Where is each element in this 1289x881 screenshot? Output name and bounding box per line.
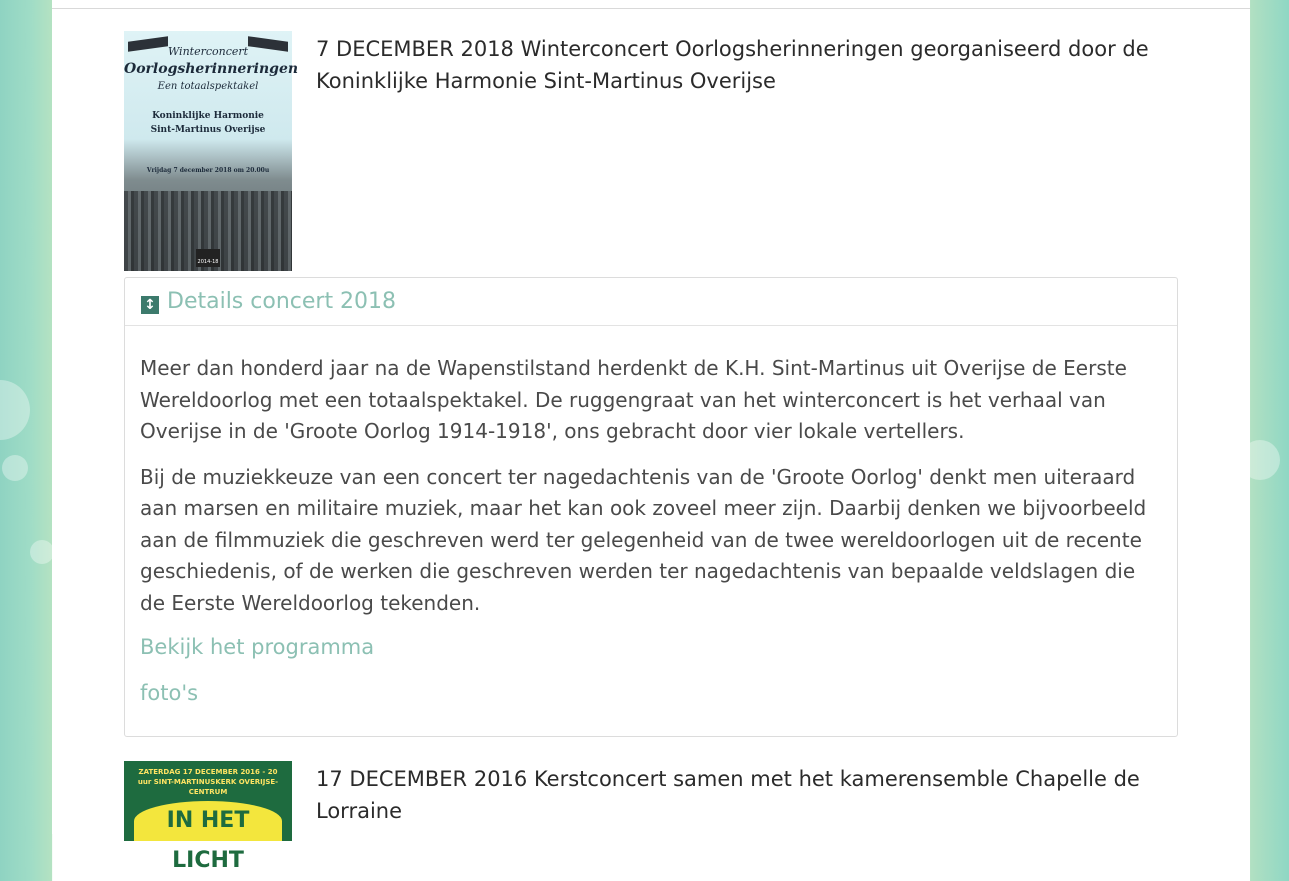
background-bokeh bbox=[30, 540, 54, 564]
poster-org-line1: Koninklijke Harmonie bbox=[152, 111, 264, 121]
poster-top-text: ZATERDAG 17 DECEMBER 2016 - 20 uur SINT-MARTINUSKERK OVERIJSE-CENTRUM bbox=[137, 768, 279, 796]
poster-small-title: Winterconcert bbox=[167, 45, 249, 58]
program-link[interactable]: Bekijk het programma bbox=[140, 635, 375, 659]
details-panel-body bbox=[140, 353, 1160, 707]
poster-org-line2: Sint-Martinus Overijse bbox=[150, 125, 266, 135]
divider bbox=[52, 8, 1250, 9]
background-bokeh bbox=[2, 455, 28, 481]
poster-badge: 2014-18 bbox=[196, 249, 220, 267]
expand-collapse-icon[interactable]: ↕ bbox=[141, 296, 159, 314]
concert-title: 7 DECEMBER 2018 Winterconcert Oorlogsherinneringen georganiseerd door de Koninklijke Harmonie Sint-Martinus Overijse bbox=[316, 37, 1149, 93]
details-paragraph: Meer dan honderd jaar na de Wapenstilstand herdenkt de K.H. Sint-Martinus uit Overijse de Eerste Wereldoorlog met een totaalspektakel. De ruggengraat van het winterconcert is het verhaal van Overijse in de 'Groote Oorlog 1914-1918', ons gebracht door vier lokale vertellers. bbox=[140, 356, 1127, 443]
details-panel bbox=[124, 277, 1178, 737]
details-paragraph: Bij de muziekkeuze van een concert ter nagedachtenis van de 'Groote Oorlog' denkt men uiteraard aan marsen en militaire muziek, maar het kan ook zoveel meer zijn. Daarbij denken we bijvoorbeeld aan de filmmuziek die geschreven werd ter gelegenheid van de twee wereldoorlogen uit de recente geschiedenis, of de werken die geschreven werden ter nagedachtenis van bepaalde veldslagen die de Eerste Wereldoorlog tekenden. bbox=[140, 464, 1147, 615]
poster-headline-shape bbox=[134, 801, 282, 873]
concert-title: 17 DECEMBER 2016 Kerstconcert samen met het kamerensemble Chapelle de Lorraine bbox=[316, 767, 1140, 823]
concert-item bbox=[124, 31, 1178, 736]
photos-link[interactable]: foto's bbox=[140, 681, 199, 705]
concert-poster-image[interactable] bbox=[124, 31, 299, 271]
background-bokeh bbox=[0, 380, 30, 440]
poster-date-line: Vrijdag 7 december 2018 om 20.00u bbox=[146, 167, 270, 174]
details-panel-title[interactable]: Details concert 2018 bbox=[167, 289, 397, 314]
concert-item bbox=[124, 761, 1178, 873]
concert-poster-image[interactable] bbox=[124, 761, 292, 873]
main-content bbox=[52, 0, 1250, 873]
details-panel-header[interactable] bbox=[125, 278, 1177, 326]
poster-headline: IN HET LICHT bbox=[166, 808, 250, 873]
poster-subtitle: Een totaalspektakel bbox=[157, 81, 259, 92]
poster-headline: Oorlogsherinneringen bbox=[124, 61, 299, 77]
